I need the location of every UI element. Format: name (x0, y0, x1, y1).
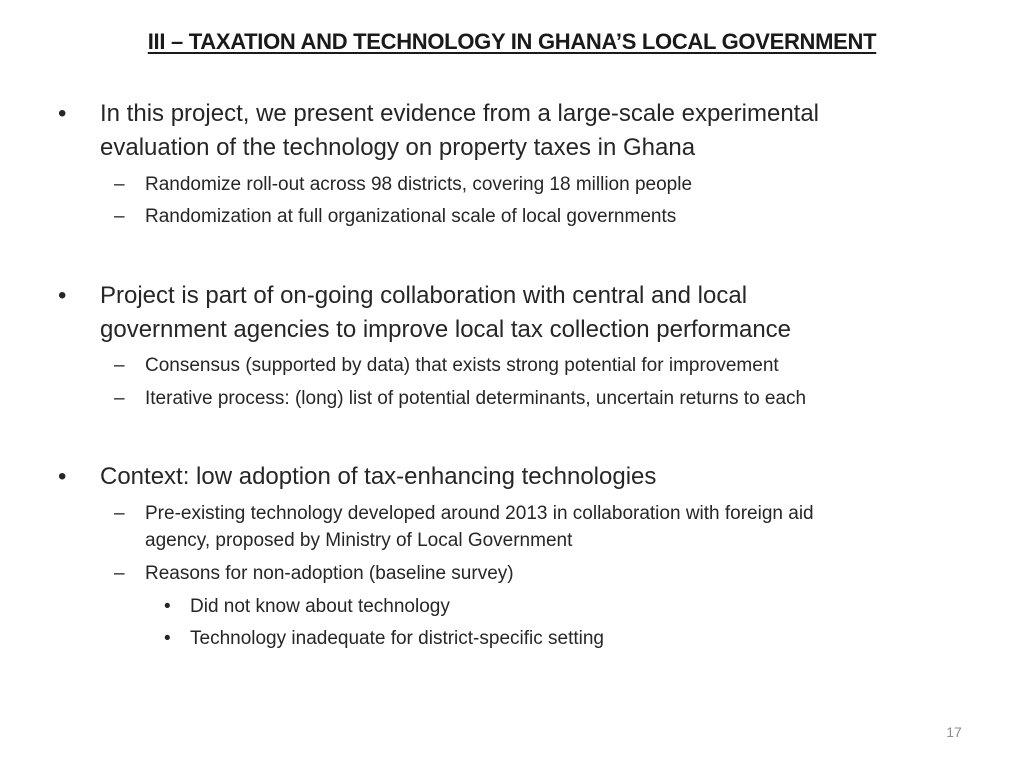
dash-icon: – (114, 388, 125, 409)
dash-icon: – (114, 206, 125, 227)
sub-sub-bullet-text: Technology inadequate for district-specific setting (190, 628, 605, 649)
sub-sub-bullet-text: Did not know about technology (190, 596, 450, 617)
page-number: 17 (946, 724, 962, 740)
sub-bullet-line: Pre-existing technology developed around 2013 in collaboration with foreign aid (145, 503, 814, 524)
sub-bullet-text: Consensus (supported by data) that exists strong potential for improvement (145, 355, 779, 376)
sub-bullet-text: Iterative process: (long) list of potential determinants, uncertain returns to each (145, 388, 807, 409)
dash-icon: – (114, 355, 125, 376)
dash-icon: – (114, 174, 125, 195)
sub-bullet-text (145, 500, 925, 554)
dash-icon: – (114, 503, 125, 524)
bullet-icon: • (58, 463, 67, 490)
sub-bullet-line: agency, proposed by Ministry of Local Government (145, 530, 573, 551)
bullet-text: Context: low adoption of tax-enhancing technologies (100, 463, 657, 490)
bullet-text (100, 97, 920, 165)
slide-title: III – TAXATION AND TECHNOLOGY IN GHANA’S LOCAL GOVERNMENT (147, 29, 877, 54)
bullet-icon: • (164, 628, 171, 649)
bullet-icon: • (58, 100, 67, 127)
sub-bullet-text: Reasons for non-adoption (baseline survey) (145, 563, 514, 584)
bullet-line: In this project, we present evidence from a large-scale experimental (100, 100, 820, 127)
bullet-text (100, 279, 920, 347)
bullet-icon: • (58, 282, 67, 309)
bullet-line: evaluation of the technology on property taxes in Ghana (100, 134, 696, 161)
bullet-icon: • (164, 596, 171, 617)
bullet-line: Project is part of on-going collaboration with central and local (100, 282, 748, 309)
sub-bullet-text: Randomize roll-out across 98 districts, covering 18 million people (145, 174, 693, 195)
sub-bullet-text: Randomization at full organizational scale of local governments (145, 206, 677, 227)
bullet-line: government agencies to improve local tax collection performance (100, 316, 792, 343)
dash-icon: – (114, 563, 125, 584)
